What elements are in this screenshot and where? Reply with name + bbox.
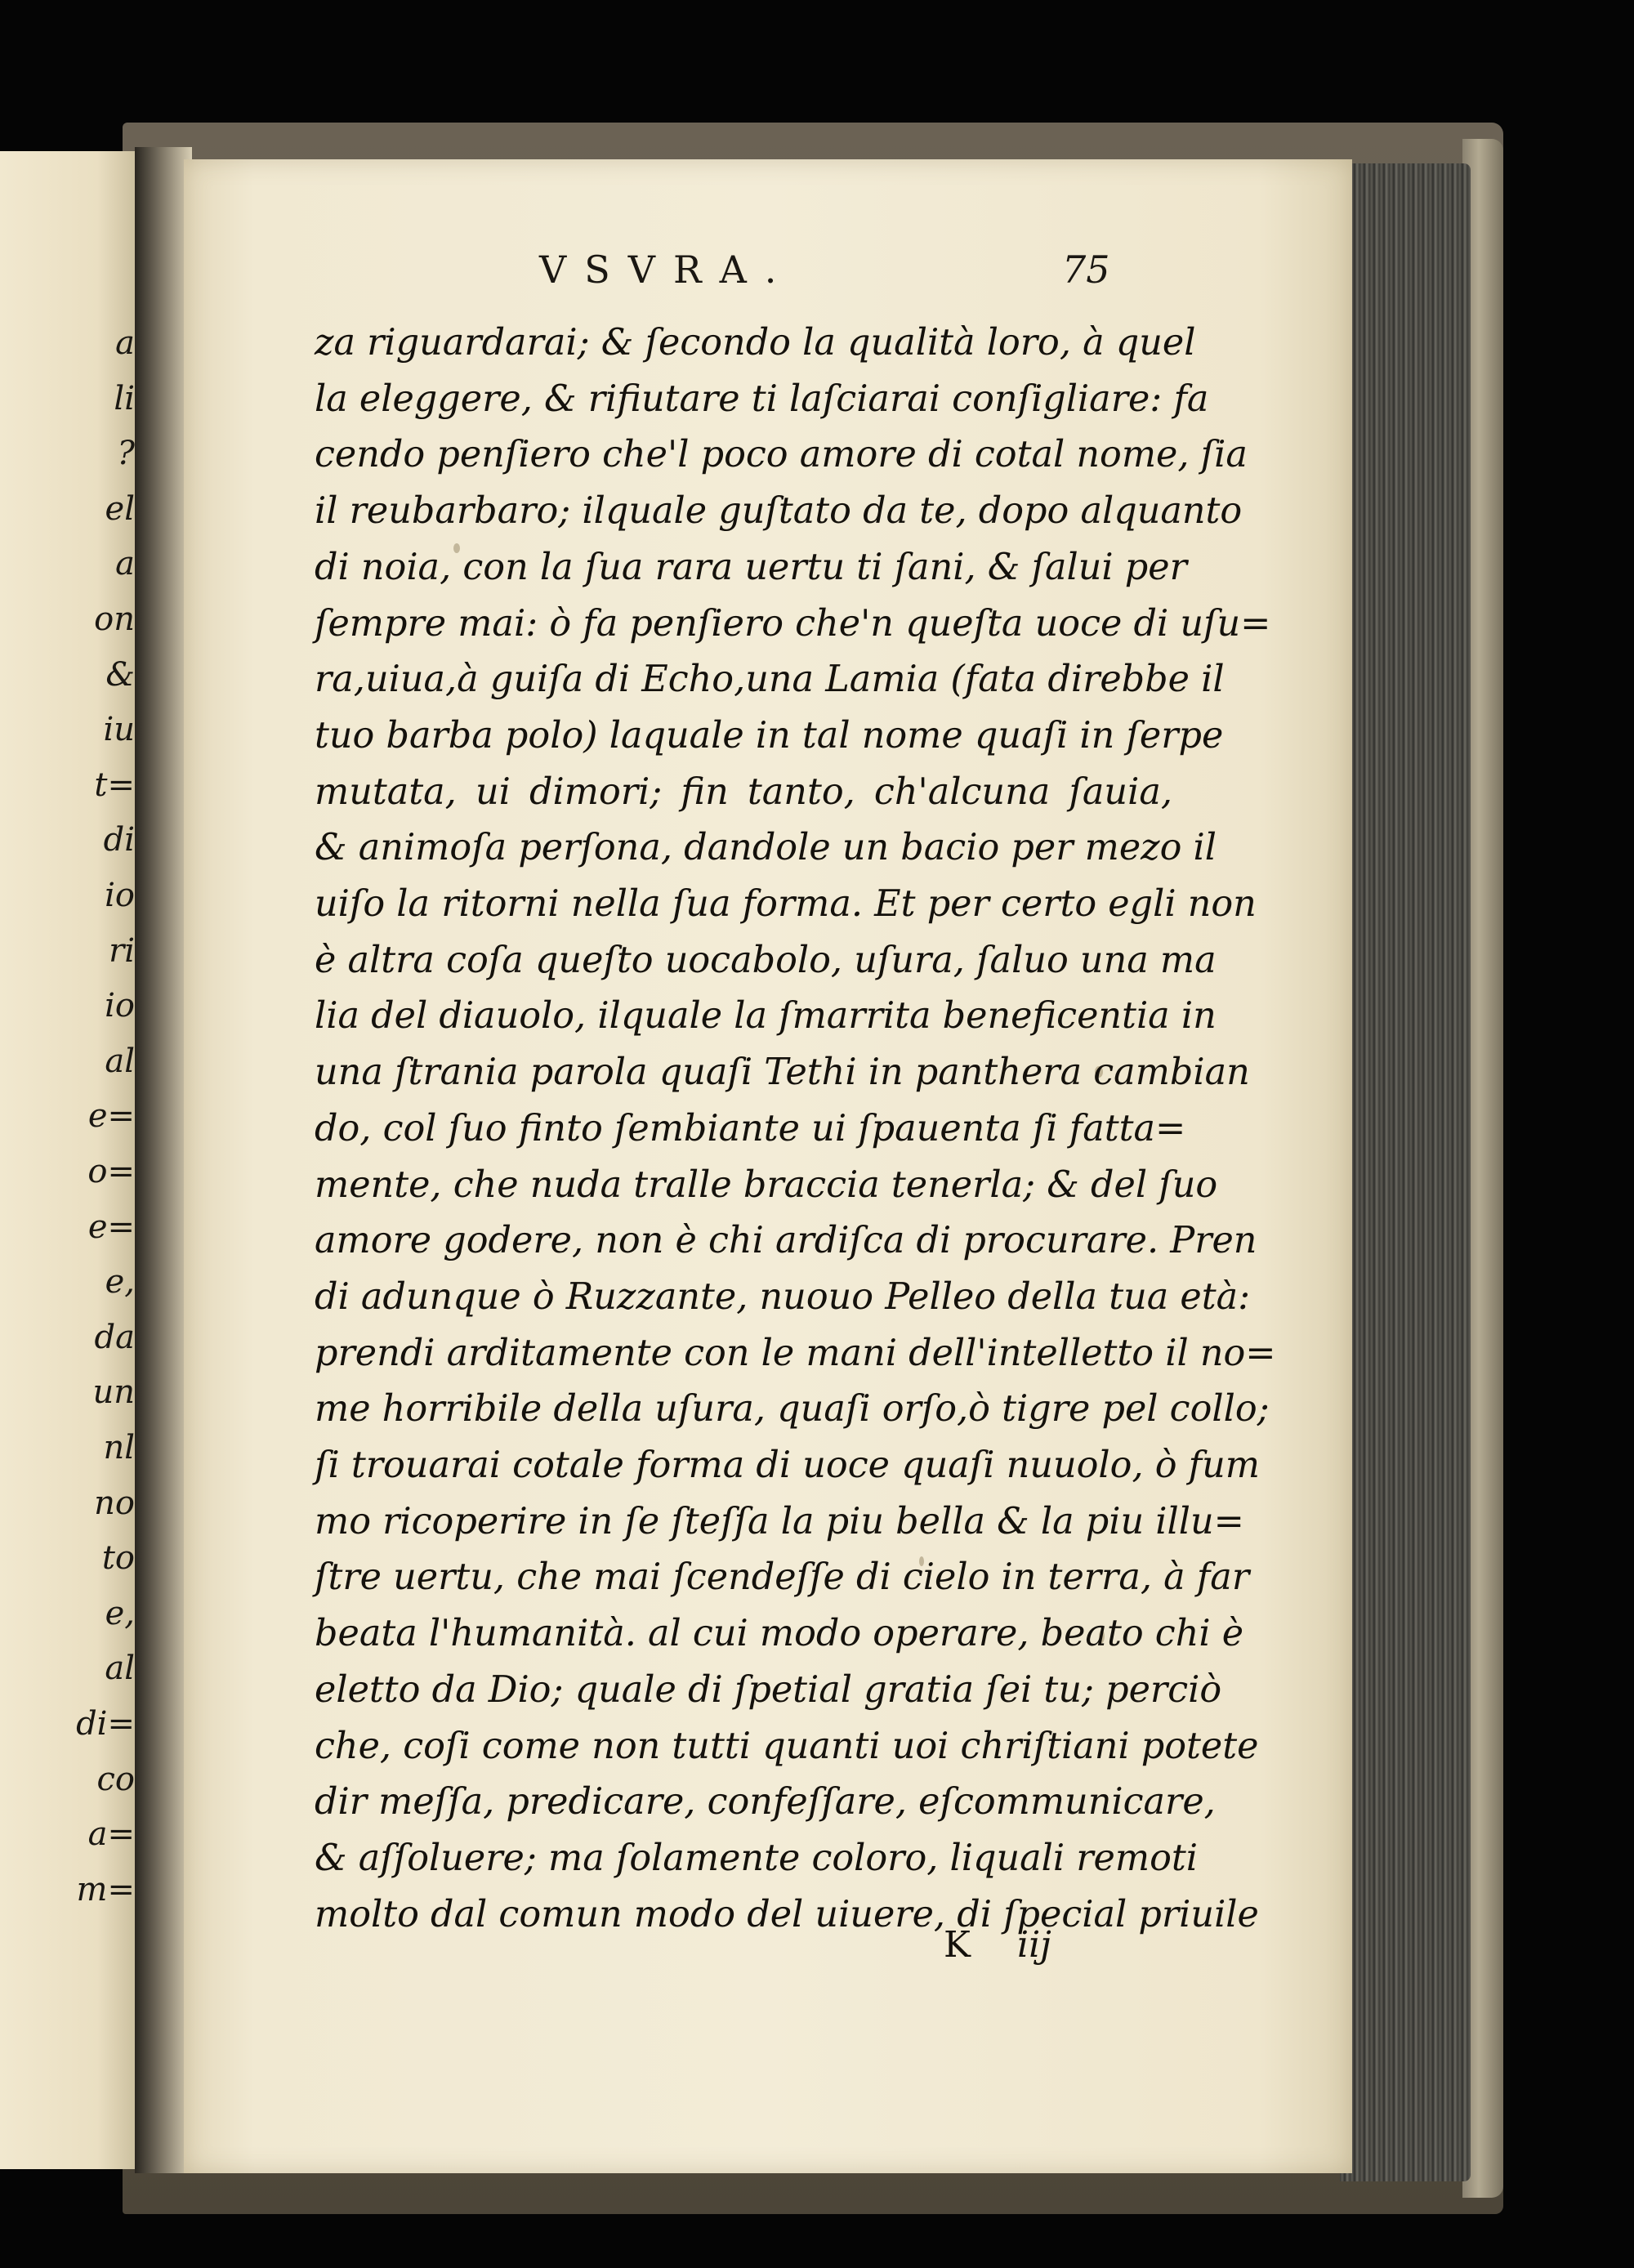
text-line: che, coſi come non tutti quanti uoi chriſtiani potete: [315, 1725, 1259, 1767]
left-page-fragment: iu: [103, 711, 135, 749]
left-page-fragment: to: [101, 1539, 135, 1578]
running-header: [539, 248, 1111, 297]
left-page-fragment: ri: [109, 931, 135, 970]
left-page-fragment: da: [94, 1318, 135, 1356]
text-line: ſtre uertu, che mai ſcendeſſe di cielo in terra, à far: [315, 1556, 1250, 1599]
left-page: [0, 151, 139, 2169]
text-line: amore godere, non è chi ardiſca di procurare. Pren: [315, 1220, 1257, 1262]
left-page-fragment: o=: [87, 1153, 135, 1190]
left-page-fragment: on: [94, 600, 135, 638]
left-page-fragment: t=: [94, 766, 135, 804]
text-line: uiſo la ritorni nella ſua forma. Et per certo egli non: [315, 883, 1257, 925]
left-page-fragment: io: [105, 877, 135, 914]
left-page-fragment: nl: [103, 1429, 135, 1467]
left-page-fragment: e,: [105, 1594, 135, 1632]
text-line: za riguardarai; & ſecondo la qualità loro, à quel: [315, 322, 1196, 364]
left-page-fragment: un: [92, 1373, 135, 1412]
text-line: mo ricoperire in ſe ſteſſa la piu bella & la piu illu=: [315, 1500, 1244, 1543]
left-page-fragment: a=: [87, 1815, 135, 1854]
left-page-fragment: li: [114, 379, 135, 417]
text-line: do, col ſuo finto ſembiante ui ſpauenta ſi fatta=: [315, 1107, 1186, 1150]
left-page-fragment: el: [105, 489, 135, 528]
text-line: ſi trouarai cotale forma di uoce quaſi nuuolo, ò fum: [315, 1444, 1260, 1486]
text-line: dir meſſa, predicare, confeſſare, eſcommunicare,: [315, 1781, 1216, 1824]
text-line: beata l'humanità. al cui modo operare, beato chi è: [315, 1613, 1244, 1655]
text-line: mutata, ui dimori; fin tanto, ch'alcuna ſauia,: [315, 770, 1172, 813]
text-line: di noia, con la ſua rara uertu ti ſani, & ſalui per: [315, 546, 1187, 588]
page-number: 75: [1062, 248, 1110, 292]
left-page-fragment: m=: [76, 1870, 135, 1909]
text-line: eletto da Dio; quale di ſpetial gratia ſei tu; perciò: [315, 1668, 1222, 1711]
page-fore-edge: [1340, 163, 1471, 2181]
left-page-fragment: &: [105, 655, 135, 694]
left-page-fragment: di=: [76, 1705, 135, 1743]
text-line: di adunque ò Ruzzante, nuouo Pelleo della tua età:: [315, 1275, 1251, 1318]
text-line: lia del diauolo, ilquale la ſmarrita beneficentia in: [315, 995, 1217, 1038]
text-line: cendo penſiero che'l poco amore di cotal nome, ſia: [315, 434, 1248, 476]
text-line: il reubarbaro; ilquale guſtato da te, dopo alquanto: [315, 490, 1243, 533]
text-line: tuo barba polo) laquale in tal nome quaſi in ſerpe: [315, 714, 1224, 757]
left-page-fragment: e=: [87, 1097, 135, 1136]
left-page-fragment: e=: [87, 1208, 135, 1246]
left-page-fragment: no: [94, 1484, 135, 1522]
text-line: & aſſoluere; ma ſolamente coloro, liquali remoti: [315, 1837, 1198, 1879]
text-line: ra,uiua,à guiſa di Echo,una Lamia (fata direbbe il: [315, 659, 1225, 701]
text-line: me horribile della uſura, quaſi orſo,ò tigre pel collo;: [315, 1388, 1270, 1431]
text-line: & animoſa perſona, dandole un bacio per mezo il: [315, 827, 1217, 869]
left-page-fragment: a: [115, 545, 135, 583]
left-page-fragment: al: [105, 1650, 135, 1688]
left-page-fragment: al: [105, 1042, 135, 1080]
left-page-fragment: a: [115, 324, 135, 362]
signature-letter: K: [944, 1924, 971, 1966]
text-line: la eleggere, & rifiutare ti laſciarai conſigliare: fa: [315, 377, 1209, 420]
left-page-fragment: di: [103, 821, 135, 859]
left-page-fragment: io: [105, 987, 135, 1025]
text-line: molto dal comun modo del uiuere, di ſpecial priuile: [315, 1893, 1259, 1935]
left-page-fragment: ?: [117, 435, 135, 473]
running-header-title: VSVRA.: [539, 248, 795, 292]
left-page-fragment: co: [96, 1760, 135, 1798]
left-page-fragment: e,: [105, 1263, 135, 1301]
text-line: una ſtrania parola quaſi Tethi in panthera cambian: [315, 1051, 1250, 1094]
text-line: mente, che nuda tralle braccia tenerla; & del ſuo: [315, 1163, 1218, 1206]
text-line: è altra coſa queſto uocabolo, uſura, ſaluo una ma: [315, 939, 1217, 981]
text-line: prendi arditamente con le mani dell'intelletto il no=: [315, 1332, 1276, 1374]
text-line: ſempre mai: ò fa penſiero che'n queſta uoce di uſu=: [315, 602, 1271, 645]
signature-numeral: iij: [1017, 1924, 1051, 1966]
